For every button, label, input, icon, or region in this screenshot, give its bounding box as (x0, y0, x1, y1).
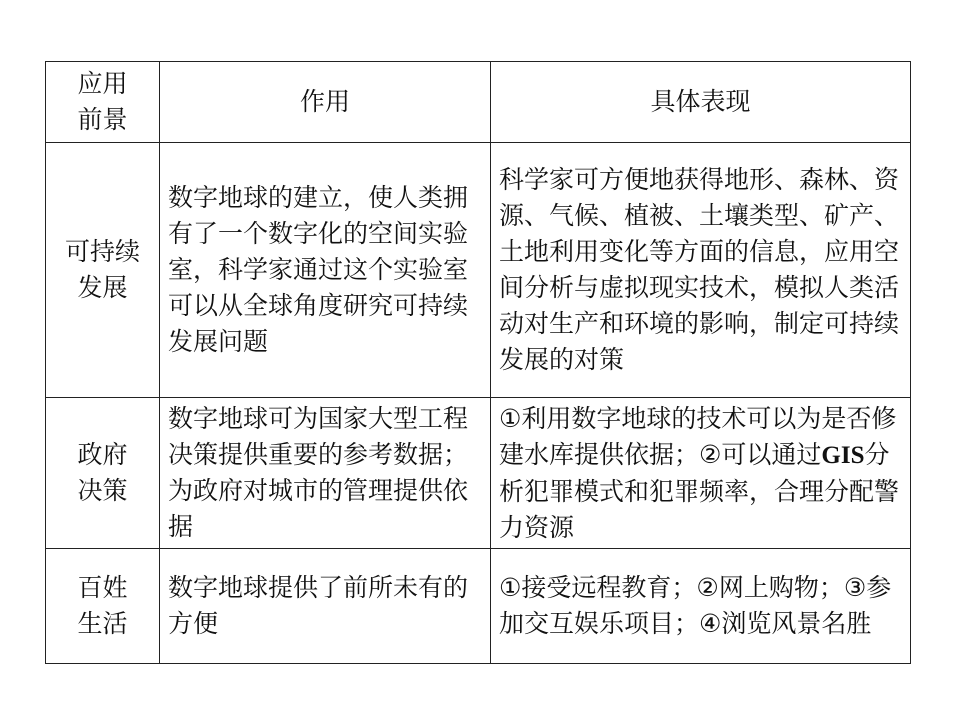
row-detail-text: 科学家可方便地获得地形、森林、资源、气候、植被、土壤类型、矿产、土地利用变化等方面的信息，应用空间分析与虚拟现实技术，模拟人类活动对生产和环境的影响，制定可持续发展的对策 (499, 165, 900, 374)
table-row (46, 549, 911, 664)
row-detail-text: ①接受远程教育；②网上购物；③参加交互娱乐项目；④浏览风景名胜 (499, 573, 892, 638)
row-scenario-line1: 政府 (77, 440, 128, 469)
header-prospect-line1: 应用 (77, 69, 128, 98)
gis-term: GIS (821, 441, 865, 469)
row-detail-part1: ①利用数字地球的技术可以为是否修建水库提供依据；②可以通过 (499, 403, 897, 469)
row-scenario-line1: 可持续 (64, 237, 140, 266)
row-detail (491, 143, 911, 398)
row-role-text: 数字地球的建立，使人类拥有了一个数字化的空间实验室，科学家通过这个实验室可以从全球角度研究可持续发展问题 (168, 183, 469, 356)
row-scenario-line2: 发展 (77, 273, 128, 302)
table-header-row (46, 62, 911, 143)
table-row (46, 143, 911, 398)
header-role: 作用 (160, 62, 491, 143)
row-detail (491, 549, 911, 664)
row-scenario (46, 549, 160, 664)
row-role (160, 398, 491, 549)
row-role (160, 549, 491, 664)
header-prospect-line2: 前景 (77, 105, 128, 134)
row-role-text: 数字地球可为国家大型工程决策提供重要的参考数据；为政府对城市的管理提供依据 (168, 404, 469, 541)
header-prospect (46, 62, 160, 143)
row-detail (491, 398, 911, 549)
row-scenario-line1: 百姓 (77, 573, 128, 602)
row-role-text: 数字地球提供了前所未有的方便 (168, 573, 469, 638)
row-scenario (46, 143, 160, 398)
table-row (46, 398, 911, 549)
row-role (160, 143, 491, 398)
row-scenario-line2: 决策 (77, 476, 128, 505)
row-scenario (46, 398, 160, 549)
row-scenario-line2: 生活 (77, 609, 128, 638)
row-detail-part2: 分析犯罪模式和犯罪频率，合理分配警力资源 (499, 439, 900, 542)
application-prospects-table (45, 61, 911, 664)
header-detail: 具体表现 (491, 62, 911, 143)
row-detail-text (499, 399, 902, 548)
